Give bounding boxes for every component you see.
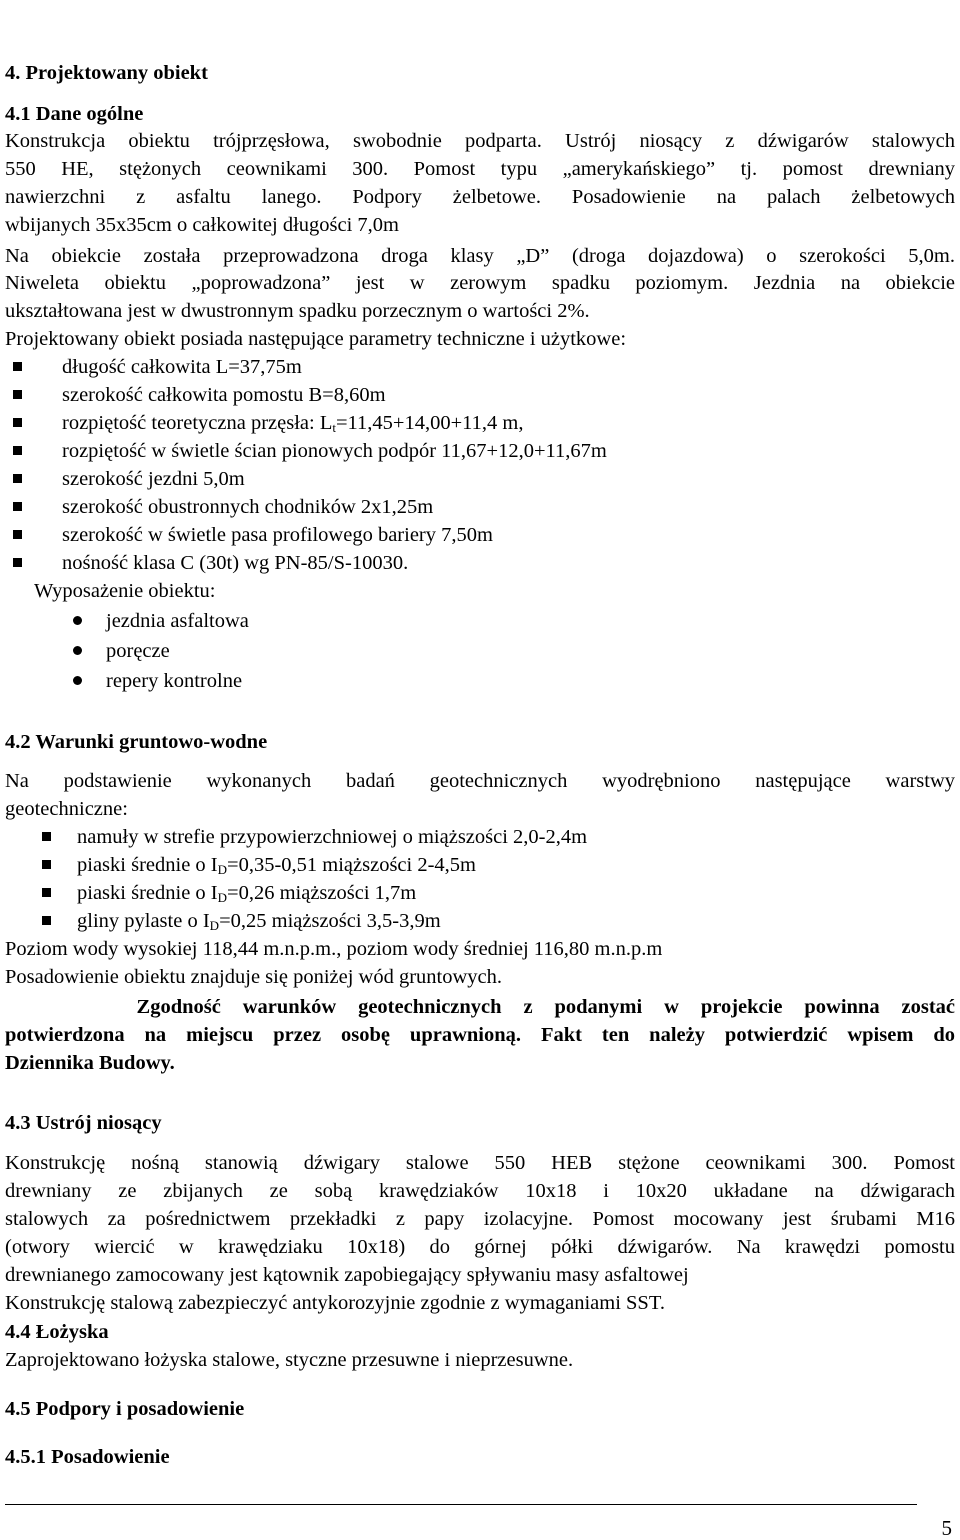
list-item: gliny pylaste o $I_D=0,25$ miąższości 3,5-3,9m [77, 910, 441, 933]
paragraph-line: (otwory wiercić w krawędziaku 10x18) do górnej półki dźwigarów. Na krawędzi pomostu [5, 1236, 955, 1258]
round-bullet-icon [73, 676, 82, 685]
paragraph-line: Na obiekcie została przeprowadzona droga klasy „D” (droga dojazdowa) o szerokości 5,0m. [5, 245, 955, 267]
subsection-heading: 4.2 Warunki gruntowo-wodne [5, 731, 268, 753]
paragraph-line: Na podstawienie wykonanych badań geotechnicznych wyodrębniono następujące warstwy [5, 770, 955, 792]
square-bullet-icon [13, 474, 22, 483]
footer-divider [5, 1504, 917, 1505]
round-bullet-icon [73, 646, 82, 655]
list-item: szerokość obustronnych chodników 2x1,25m [62, 496, 434, 518]
list-item: piaski średnie o $I_D=0,26$ miąższości 1,7m [77, 882, 417, 905]
paragraph-line: nawierzchni z asfaltu lanego. Podpory żelbetowe. Posadowienie na palach żelbetowych [5, 186, 955, 208]
paragraph-line: wbijanych 35x35cm o całkowitej długości 7,0m [5, 214, 399, 236]
subsection-heading: 4.5.1 Posadowienie [5, 1446, 170, 1468]
paragraph-line: drewnianego zamocowany jest kątownik zapobiegający spływaniu masy asfaltowej [5, 1264, 689, 1286]
round-bullet-icon [73, 616, 82, 625]
bold-notice-line: Dziennika Budowy. [5, 1052, 175, 1074]
paragraph-line: Konstrukcję nośną stanowią dźwigary stalowe 550 HEB stężone ceownikami 300. Pomost [5, 1152, 955, 1174]
square-bullet-icon [13, 362, 22, 371]
paragraph-line: Poziom wody wysokiej 118,44 m.n.p.m., poziom wody średniej 116,80 m.n.p.m [5, 938, 663, 960]
page-number: 5 [941, 1516, 952, 1540]
section-heading: 4. Projektowany obiekt [5, 62, 208, 84]
subsection-heading: 4.4 Łożyska [5, 1321, 109, 1343]
subsection-heading: 4.1 Dane ogólne [5, 103, 144, 125]
list-item: szerokość całkowita pomostu B=8,60m [62, 384, 386, 406]
square-bullet-icon [42, 860, 51, 869]
bold-notice-line: potwierdzona na miejscu przez osobę uprawnioną. Fakt ten należy potwierdzić wpisem do [5, 1024, 955, 1046]
list-item: poręcze [106, 640, 170, 662]
paragraph-line: stalowych za pośrednictwem przekładki z papy izolacyjne. Pomost mocowany jest śrubami M16 [5, 1208, 955, 1230]
square-bullet-icon [13, 558, 22, 567]
list-item: rozpiętość w świetle ścian pionowych podpór 11,67+12,0+11,67m [62, 440, 607, 462]
square-bullet-icon [42, 916, 51, 925]
paragraph-line: Zaprojektowano łożyska stalowe, styczne przesuwne i nieprzesuwne. [5, 1349, 574, 1371]
paragraph-line: geotechniczne: [5, 798, 128, 820]
paragraph-line: 550 HE, stężonych ceownikami 300. Pomost typu „amerykańskiego” tj. pomost drewniany [5, 158, 955, 180]
list-item: nośność klasa C (30t) wg PN-85/S-10030. [62, 552, 409, 574]
list-item: repery kontrolne [106, 670, 243, 692]
paragraph-line: Konstrukcję stalową zabezpieczyć antykorozyjnie zgodnie z wymaganiami SST. [5, 1292, 665, 1314]
subsection-heading: 4.3 Ustrój niosący [5, 1112, 162, 1134]
paragraph-line: ukształtowana jest w dwustronnym spadku porzecznym o wartości 2%. [5, 300, 590, 322]
paragraph-line: drewniany ze zbijanych ze sobą krawędziaków 10x18 i 10x20 układane na dźwigarach [5, 1180, 955, 1202]
equipment-title: Wyposażenie obiektu: [34, 580, 216, 602]
list-item: długość całkowita L=37,75m [62, 356, 302, 378]
bold-notice-line: Zgodność warunków geotechnicznych z podanymi w projekcie powinna zostać [5, 996, 955, 1018]
list-item: szerokość jezdni 5,0m [62, 468, 245, 490]
list-item: szerokość w świetle pasa profilowego bariery 7,50m [62, 524, 493, 546]
subsection-heading: 4.5 Podpory i posadowienie [5, 1398, 245, 1420]
paragraph-line: Konstrukcja obiektu trójprzęsłowa, swobodnie podparta. Ustrój niosący z dźwigarów stalowych [5, 130, 955, 152]
square-bullet-icon [13, 446, 22, 455]
paragraph-line: Projektowany obiekt posiada następujące parametry techniczne i użytkowe: [5, 328, 627, 350]
list-item: namuły w strefie przypowierzchniowej o miąższości 2,0-2,4m [77, 826, 588, 848]
list-item: jezdnia asfaltowa [106, 610, 249, 632]
list-item: rozpiętość teoretyczna przęsła: $L_t=11,45+14,00+11,4$ m, [62, 412, 524, 435]
square-bullet-icon [13, 530, 22, 539]
square-bullet-icon [13, 418, 22, 427]
paragraph-line: Niweleta obiektu „poprowadzona” jest w zerowym spadku poziomym. Jezdnia na obiekcie [5, 272, 955, 294]
square-bullet-icon [42, 832, 51, 841]
paragraph-line: Posadowienie obiektu znajduje się poniżej wód gruntowych. [5, 966, 503, 988]
square-bullet-icon [13, 502, 22, 511]
list-item: piaski średnie o $I_D=0,35-0,51$ miąższości 2-4,5m [77, 854, 476, 877]
square-bullet-icon [42, 888, 51, 897]
square-bullet-icon [13, 390, 22, 399]
